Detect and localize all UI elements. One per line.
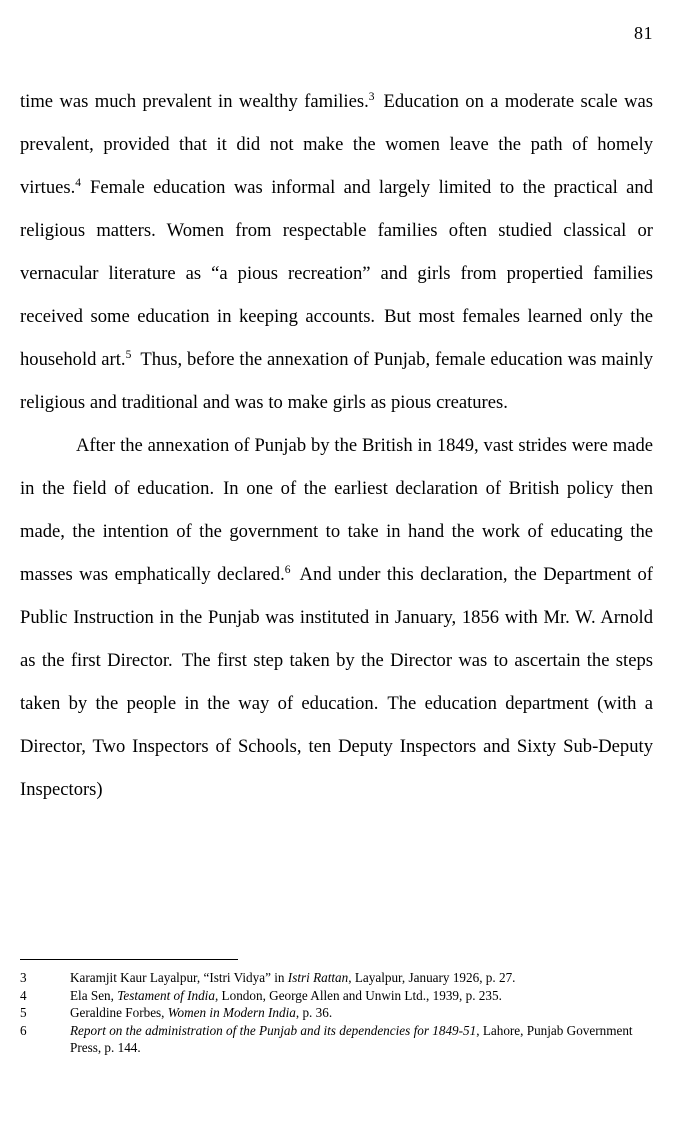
footnote-text: Report on the administration of the Punjab and its dependencies for 1849-51, Lahore, Punjab Government Press, p. 144. bbox=[70, 1022, 633, 1056]
footnote-reference-4[interactable]: 4 bbox=[75, 176, 82, 189]
footnote-separator-rule bbox=[20, 959, 238, 960]
footnote-number: 6 bbox=[20, 1022, 27, 1038]
cited-title: Testament of India bbox=[117, 987, 215, 1003]
cited-title: Istri Rattan bbox=[287, 970, 349, 985]
footnote-number: 5 bbox=[20, 1005, 27, 1021]
footnote-reference-5[interactable]: 5 bbox=[125, 348, 132, 361]
footnote-item bbox=[20, 1022, 653, 1057]
footnote-item bbox=[20, 987, 653, 1005]
footnote-item bbox=[20, 1004, 653, 1022]
body-text bbox=[20, 80, 653, 811]
cited-title: Women in Modern India bbox=[167, 1005, 296, 1021]
footnote-text: Geraldine Forbes, Women in Modern India, p. 36. bbox=[70, 1005, 333, 1021]
body-paragraph: time was much prevalent in wealthy families.$^3$ Education on a moderate scale was prevalent, provided that it did not make the women leave the path of homely virtues.$^4$ Female education was informal and largely limited to the practical and religious matters. Women from respectable families often studied classical or vernacular literature as “a pious recreation” and girls from propertied families received some education in keeping accounts. But most females learned only the household art.$^5$ Thus, before the annexation of Punjab, female education was mainly religious and traditional and was to make girls as pious creatures. bbox=[20, 90, 654, 413]
page-number: 81 bbox=[634, 23, 653, 43]
cited-title: Report on the administration of the Punjab and its dependencies for 1849-51 bbox=[70, 1022, 477, 1038]
footnote-number: 4 bbox=[20, 987, 27, 1003]
footnote-text: Karamjit Kaur Layalpur, “Istri Vidya” in Istri Rattan, Layalpur, January 1926, p. 27. bbox=[70, 970, 516, 985]
footnote-item bbox=[20, 969, 653, 987]
footnote-number: 3 bbox=[20, 970, 27, 985]
footnote-text: Ela Sen, Testament of India, London, George Allen and Unwin Ltd., 1939, p. 235. bbox=[70, 987, 502, 1003]
footnote-reference-6[interactable]: 6 bbox=[284, 563, 291, 576]
paragraph-list bbox=[20, 80, 653, 811]
footnote-list bbox=[20, 969, 653, 1057]
footnote-reference-3[interactable]: 3 bbox=[368, 90, 375, 103]
body-paragraph: After the annexation of Punjab by the British in 1849, vast strides were made in the field of education. In one of the earliest declaration of British policy then made, the intention of the government to take in hand the work of educating the masses was emphatically declared.$^6$ And under this declaration, the Department of Public Instruction in the Punjab was instituted in January, 1856 with Mr. W. Arnold as the first Director. The first step taken by the Director was to ascertain the steps taken by the people in the way of education. The education department (with a Director, Two Inspectors of Schools, ten Deputy Inspectors and Sixty Sub-Deputy Inspectors) bbox=[20, 435, 654, 800]
